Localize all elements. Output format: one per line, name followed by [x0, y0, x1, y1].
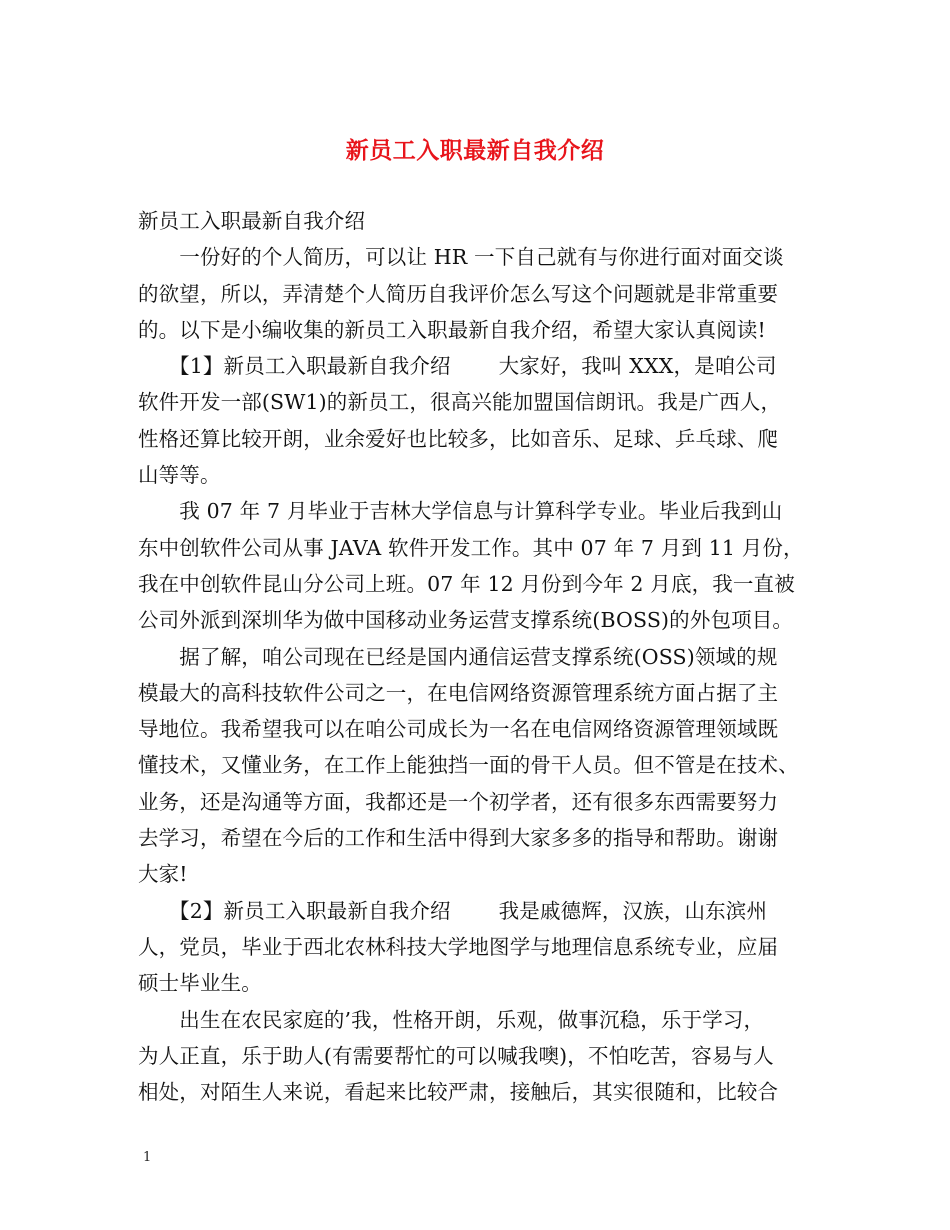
text-line: 性格还算比较开朗，业余爱好也比较多，比如音乐、足球、乒乓球、爬: [138, 426, 779, 451]
text-line: 东中创软件公司从事 JAVA 软件开发工作。其中 07 年 7 月到 11 月份，: [138, 535, 804, 560]
text-line: 一份好的个人简历，可以让 HR 一下自己就有与你进行面对面交谈: [138, 245, 784, 270]
text-line: 导地位。我希望我可以在咱公司成长为一名在电信网络资源管理领域既: [138, 717, 779, 742]
text-line: 出生在农民家庭的’我，性格开朗，乐观，做事沉稳，乐于学习，: [138, 1007, 765, 1032]
page-number: 1: [143, 1150, 152, 1165]
text-line: 的。以下是小编收集的新员工入职最新自我介绍，希望大家认真阅读!: [138, 317, 766, 342]
text-line: 去学习，希望在今后的工作和生活中得到大家多多的指导和帮助。谢谢: [138, 826, 779, 851]
text-line: 我 07 年 7 月毕业于吉林大学信息与计算科学专业。毕业后我到山: [138, 499, 783, 524]
text-line: 模最大的高科技软件公司之一，在电信网络资源管理系统方面占据了主: [138, 680, 779, 705]
document-title: 新员工入职最新自我介绍: [345, 137, 605, 164]
text-line: 懂技术，又懂业务，在工作上能独挡一面的骨干人员。但不管是在技术、: [138, 753, 799, 778]
text-line: 硕士毕业生。: [138, 971, 262, 996]
text-line: 山等等。: [138, 463, 221, 488]
text-line: 公司外派到深圳华为做中国移动业务运营支撑系统(BOSS)的外包项目。: [138, 608, 794, 633]
text-line: 的欲望，所以，弄清楚个人简历自我评价怎么写这个问题就是非常重要: [138, 281, 779, 306]
text-line: 新员工入职最新自我介绍: [138, 209, 366, 233]
text-line: 大家!: [138, 862, 188, 887]
text-line: 人，党员，毕业于西北农林科技大学地图学与地理信息系统专业，应届: [138, 934, 779, 959]
text-line: 软件开发一部(SW1)的新员工，很高兴能加盟国信朗讯。我是广西人，: [138, 390, 782, 415]
text-line: 为人正直，乐于助人(有需要帮忙的可以喊我噢)，不怕吃苦，容易与人: [138, 1043, 774, 1068]
document-body: [138, 203, 828, 1110]
text-line: 据了解，咱公司现在已经是国内通信运营支撑系统(OSS)领域的规: [138, 644, 778, 669]
text-line: 【1】新员工入职最新自我介绍 大家好，我叫 XXX，是咱公司: [138, 354, 777, 379]
text-line: 【2】新员工入职最新自我介绍 我是戚德辉，汉族，山东滨州: [138, 898, 768, 923]
text-line: 我在中创软件昆山分公司上班。07 年 12 月份到今年 2 月底，我一直被: [138, 571, 795, 596]
text-line: 相处，对陌生人来说，看起来比较严肃，接触后，其实很随和，比较合: [138, 1080, 779, 1105]
text-line: 业务，还是沟通等方面，我都还是一个初学者，还有很多东西需要努力: [138, 789, 779, 814]
